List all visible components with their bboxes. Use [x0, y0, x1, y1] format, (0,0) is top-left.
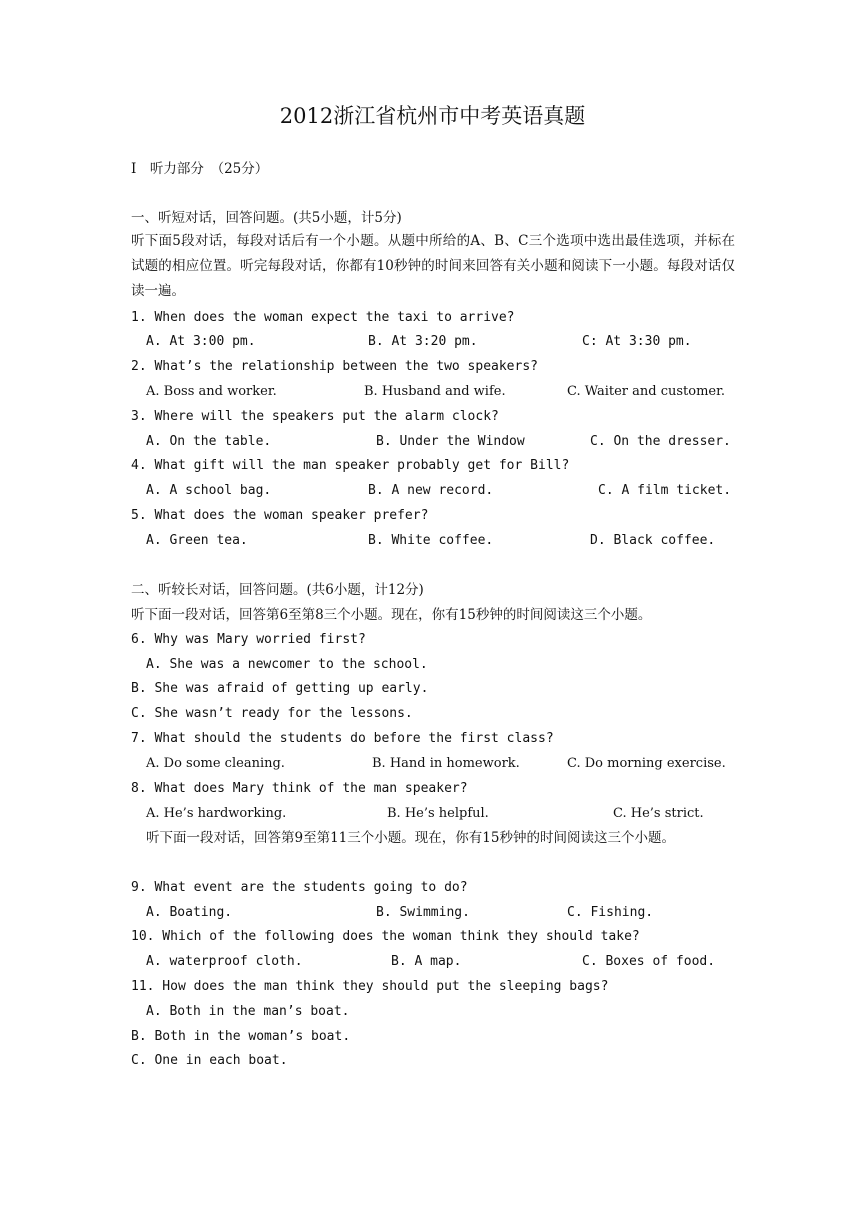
q11-option-b: B. Both in the woman’s boat.: [131, 1029, 351, 1044]
q1-option-c: C: At 3:30 pm.: [582, 334, 692, 349]
q1-option-b: B. At 3:20 pm.: [368, 334, 478, 349]
section-2-instructions-2: 听下面一段对话，回答第9至第11三个小题。现在，你有15秒钟的时间阅读这三个小题。: [146, 830, 675, 846]
q7-option-b: B. Hand in homework.: [372, 756, 520, 771]
q5-option-c: D. Black coffee.: [590, 533, 716, 548]
q10-option-b: B. A map.: [391, 954, 462, 969]
section-2-heading: 二、听较长对话，回答问题。(共6小题，计12分): [131, 582, 424, 598]
q4-option-c: C. A film ticket.: [598, 483, 732, 498]
question-4: 4. What gift will the man speaker probably get for Bill?: [131, 458, 570, 473]
q6-option-a: A. She was a newcomer to the school.: [146, 657, 428, 672]
q5-option-b: B. White coffee.: [368, 533, 494, 548]
question-11: 11. How does the man think they should put the sleeping bags?: [131, 979, 609, 994]
q6-option-b: B. She was afraid of getting up early.: [131, 681, 429, 696]
question-7: 7. What should the students do before the first class?: [131, 731, 554, 746]
question-5: 5. What does the woman speaker prefer?: [131, 508, 429, 523]
question-10: 10. Which of the following does the woman think they should take?: [131, 929, 640, 944]
question-1: 1. When does the woman expect the taxi to arrive?: [131, 310, 515, 325]
q4-option-b: B. A new record.: [368, 483, 494, 498]
q11-option-c: C. One in each boat.: [131, 1053, 288, 1068]
q9-option-b: B. Swimming.: [376, 905, 470, 920]
q4-option-a: A. A school bag.: [146, 483, 272, 498]
q3-option-a: A. On the table.: [146, 434, 272, 449]
q2-option-c: C. Waiter and customer.: [567, 384, 726, 399]
q3-option-b: B. Under the Window: [376, 434, 525, 449]
q7-option-a: A. Do some cleaning.: [146, 756, 285, 771]
q2-option-b: B. Husband and wife.: [364, 384, 506, 399]
page-title: 2012浙江省杭州市中考英语真题: [279, 104, 586, 128]
q8-option-c: C. He’s strict.: [613, 806, 704, 821]
q1-option-a: A. At 3:00 pm.: [146, 334, 256, 349]
q9-option-c: C. Fishing.: [567, 905, 654, 920]
question-3: 3. Where will the speakers put the alarm clock?: [131, 409, 499, 424]
q6-option-c: C. She wasn’t ready for the lessons.: [131, 706, 413, 721]
question-6: 6. Why was Mary worried first?: [131, 632, 366, 647]
q9-option-a: A. Boating.: [146, 905, 233, 920]
question-2: 2. What’s the relationship between the two speakers?: [131, 359, 538, 374]
q2-option-a: A. Boss and worker.: [146, 384, 277, 399]
q5-option-a: A. Green tea.: [146, 533, 248, 548]
question-9: 9. What event are the students going to do?: [131, 880, 468, 895]
q11-option-a: A. Both in the man’s boat.: [146, 1004, 350, 1019]
q3-option-c: C. On the dresser.: [590, 434, 731, 449]
q8-option-b: B. He’s helpful.: [387, 806, 489, 821]
part-heading: Ⅰ 听力部分 （25分）: [131, 161, 269, 177]
section-2-instructions-1: 听下面一段对话，回答第6至第8三个小题。现在，你有15秒钟的时间阅读这三个小题。: [131, 607, 652, 623]
q10-option-a: A. waterproof cloth.: [146, 954, 303, 969]
q7-option-c: C. Do morning exercise.: [567, 756, 726, 771]
q10-option-c: C. Boxes of food.: [582, 954, 716, 969]
question-8: 8. What does Mary think of the man speaker?: [131, 781, 468, 796]
q8-option-a: A. He’s hardworking.: [146, 806, 287, 821]
section-1-instructions: 听下面5段对话，每段对话后有一个小题。从题中所给的A、B、C三个选项中选出最佳选项，并标在试题的相应位置。听完每段对话，你都有10秒钟的时间来回答有关小题和阅读下一小题。每段对话仅读一遍。: [131, 233, 735, 299]
section-1-heading: 一、听短对话，回答问题。(共5小题，计5分): [131, 210, 402, 226]
